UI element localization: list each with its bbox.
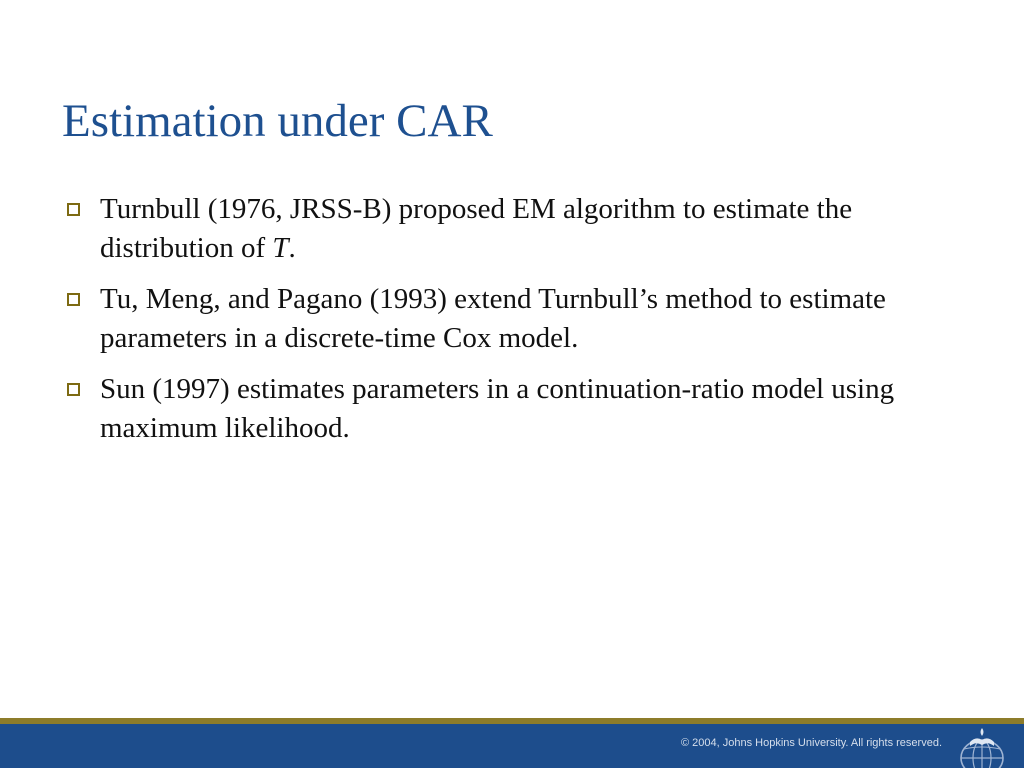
bullet-item [66, 280, 956, 358]
copyright-notice: © 2004, Johns Hopkins University. All rights reserved. [680, 737, 942, 749]
square-bullet-icon [67, 383, 80, 396]
bullet-text: Sun (1997) estimates parameters in a continuation-ratio model using maximum likelihood. [100, 373, 895, 444]
bullet-list [66, 190, 956, 460]
square-bullet-icon [67, 293, 80, 306]
slide-title: Estimation under CAR [62, 95, 493, 147]
bullet-item [66, 370, 956, 448]
bullet-text: Tu, Meng, and Pagano (1993) extend Turnbull’s method to estimate parameters in a discrete-time Cox model. [100, 283, 886, 354]
square-bullet-icon [67, 203, 80, 216]
footer-band [0, 724, 1024, 768]
bullet-item [66, 190, 956, 268]
university-seal-icon [956, 724, 1008, 768]
italic-variable: T [272, 232, 289, 264]
bullet-text: Turnbull (1976, JRSS-B) proposed EM algorithm to estimate the distribution of T. [100, 193, 853, 264]
